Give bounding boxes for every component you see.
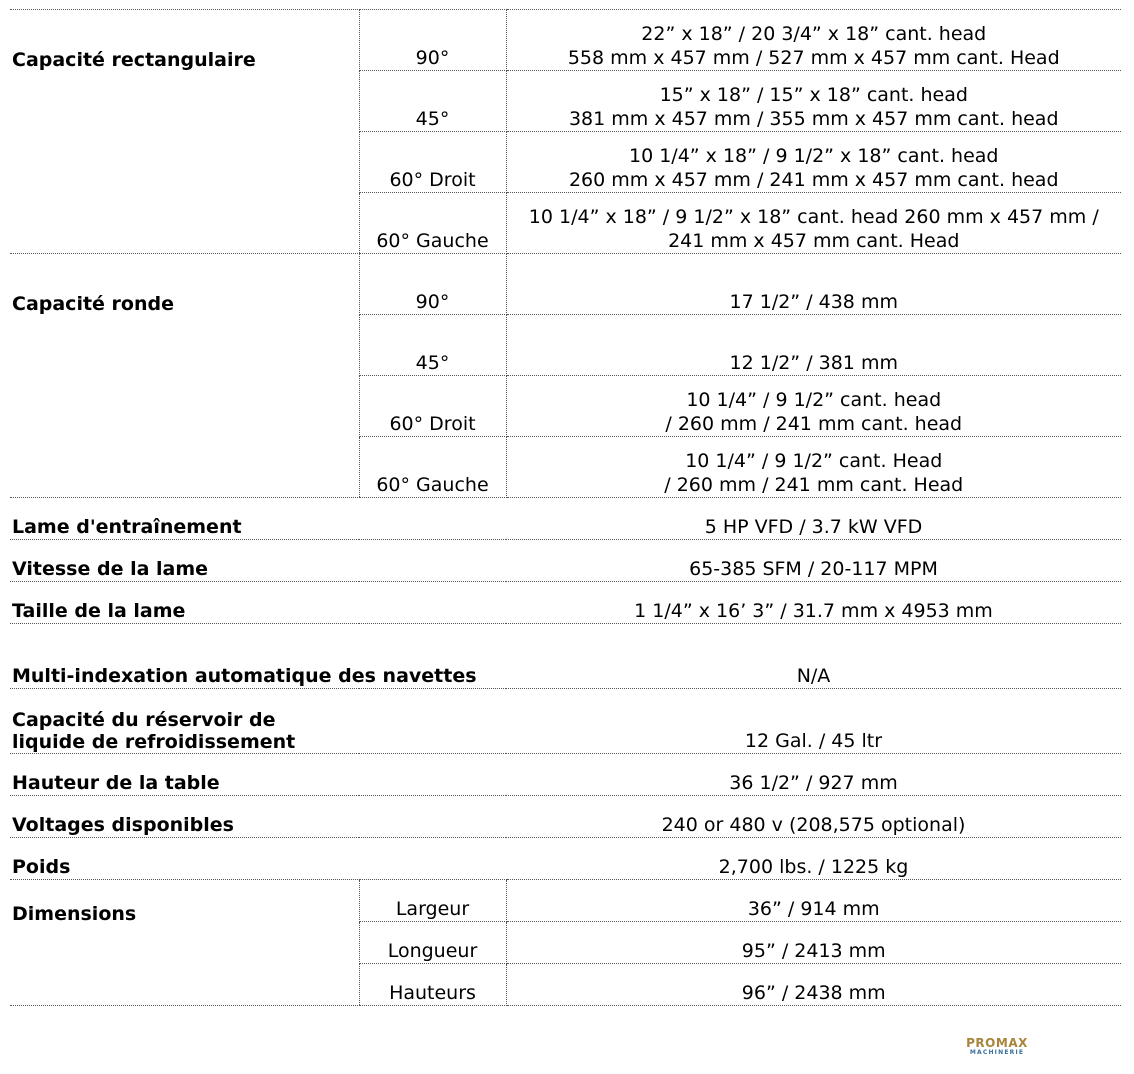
rect-value-90-line2: 558 mm x 457 mm / 527 mm x 457 mm cant. Head	[567, 47, 1060, 69]
round-value-60-gauche-line1: 10 1/4” / 9 1/2” cant. Head	[685, 450, 943, 472]
spec-value-voltages: 240 or 480 v (208,575 optional)	[506, 796, 1121, 838]
spec-row-weight	[10, 838, 1121, 880]
spec-value-blade-drive: 5 HP VFD / 3.7 kW VFD	[506, 498, 1121, 540]
spec-label-table-height: Hauteur de la table	[10, 754, 506, 796]
spec-row-multi-index	[10, 624, 1121, 689]
spec-value-blade-speed: 65-385 SFM / 20-117 MPM	[506, 540, 1121, 582]
spec-value-multi-index: N/A	[506, 624, 1121, 689]
logo-wordmark: PROMAX	[966, 1036, 1028, 1050]
spec-label-blade-drive: Lame d'entraînement	[10, 498, 506, 540]
dimensions-name-height: Hauteurs	[359, 964, 506, 1006]
round-value-60-gauche-line2: / 260 mm / 241 mm cant. Head	[664, 474, 964, 496]
rect-value-45-line2: 381 mm x 457 mm / 355 mm x 457 mm cant. head	[568, 108, 1059, 130]
round-angle-60-droit: 60° Droit	[359, 376, 506, 437]
round-value-45	[506, 315, 1121, 376]
rect-value-45-line1: 15” x 18” / 15” x 18” cant. head	[659, 84, 968, 106]
promax-logo	[955, 1038, 1039, 1056]
dimensions-name-length: Longueur	[359, 922, 506, 964]
spec-value-blade-size: 1 1/4” x 16’ 3” / 31.7 mm x 4953 mm	[506, 582, 1121, 624]
spec-label-coolant	[10, 689, 506, 754]
round-value-60-droit	[506, 376, 1121, 437]
rect-value-60-gauche	[506, 193, 1121, 254]
spec-row-blade-speed	[10, 540, 1121, 582]
rect-value-90	[506, 10, 1121, 71]
spec-label-blade-speed: Vitesse de la lame	[10, 540, 506, 582]
dimensions-label: Dimensions	[10, 880, 359, 1006]
spec-value-weight: 2,700 lbs. / 1225 kg	[506, 838, 1121, 880]
rect-value-60-droit-line2: 260 mm x 457 mm / 241 mm x 457 mm cant. head	[568, 169, 1059, 191]
rect-value-60-droit	[506, 132, 1121, 193]
rect-value-60-droit-line1: 10 1/4” x 18” / 9 1/2” x 18” cant. head	[629, 145, 999, 167]
round-angle-60-gauche: 60° Gauche	[359, 437, 506, 498]
spec-row-coolant	[10, 689, 1121, 754]
rect-value-45	[506, 71, 1121, 132]
rect-value-60-gauche-line2: 241 mm x 457 mm cant. Head	[668, 230, 960, 252]
logo-subtitle: MACHINERIE	[969, 1049, 1025, 1056]
round-angle-90: 90°	[359, 254, 506, 315]
spec-row-blade-size	[10, 582, 1121, 624]
round-value-60-droit-line1: 10 1/4” / 9 1/2” cant. head	[686, 389, 942, 411]
rect-angle-60-droit: 60° Droit	[359, 132, 506, 193]
round-angle-45: 45°	[359, 315, 506, 376]
spec-label-voltages: Voltages disponibles	[10, 796, 506, 838]
round-value-90-line2: 17 1/2” / 438 mm	[729, 291, 898, 313]
round-capacity-label: Capacité ronde	[10, 254, 359, 498]
spec-label-coolant-line1: Capacité du réservoir de	[12, 709, 276, 731]
spec-label-coolant-line2: liquide de refroidissement	[12, 731, 296, 753]
spec-row-table-height	[10, 754, 1121, 796]
dimensions-value-length: 95” / 2413 mm	[506, 922, 1121, 964]
round-capacity-row-90	[10, 254, 1121, 315]
dimensions-value-height: 96” / 2438 mm	[506, 964, 1121, 1006]
spec-table	[10, 9, 1121, 1006]
dimensions-row-width	[10, 880, 1121, 922]
rect-value-90-line1: 22” x 18” / 20 3/4” x 18” cant. head	[641, 23, 987, 45]
rect-capacity-label: Capacité rectangulaire	[10, 10, 359, 254]
rect-angle-45: 45°	[359, 71, 506, 132]
rect-value-60-gauche-line1: 10 1/4” x 18” / 9 1/2” x 18” cant. head 260 mm x 457 mm /	[528, 206, 1099, 228]
rect-capacity-row-90	[10, 10, 1121, 71]
rect-angle-90: 90°	[359, 10, 506, 71]
spec-value-table-height: 36 1/2” / 927 mm	[506, 754, 1121, 796]
spec-label-multi-index: Multi-indexation automatique des navettes	[10, 624, 506, 689]
round-value-60-droit-line2: / 260 mm / 241 mm cant. head	[665, 413, 963, 435]
round-value-45-line2: 12 1/2” / 381 mm	[729, 352, 898, 374]
rect-angle-60-gauche: 60° Gauche	[359, 193, 506, 254]
round-value-60-gauche	[506, 437, 1121, 498]
spec-value-coolant: 12 Gal. / 45 ltr	[506, 689, 1121, 754]
dimensions-value-width: 36” / 914 mm	[506, 880, 1121, 922]
round-value-90	[506, 254, 1121, 315]
spec-row-voltages	[10, 796, 1121, 838]
spec-label-weight: Poids	[10, 838, 506, 880]
dimensions-name-width: Largeur	[359, 880, 506, 922]
spec-row-blade-drive	[10, 498, 1121, 540]
spec-label-blade-size: Taille de la lame	[10, 582, 506, 624]
